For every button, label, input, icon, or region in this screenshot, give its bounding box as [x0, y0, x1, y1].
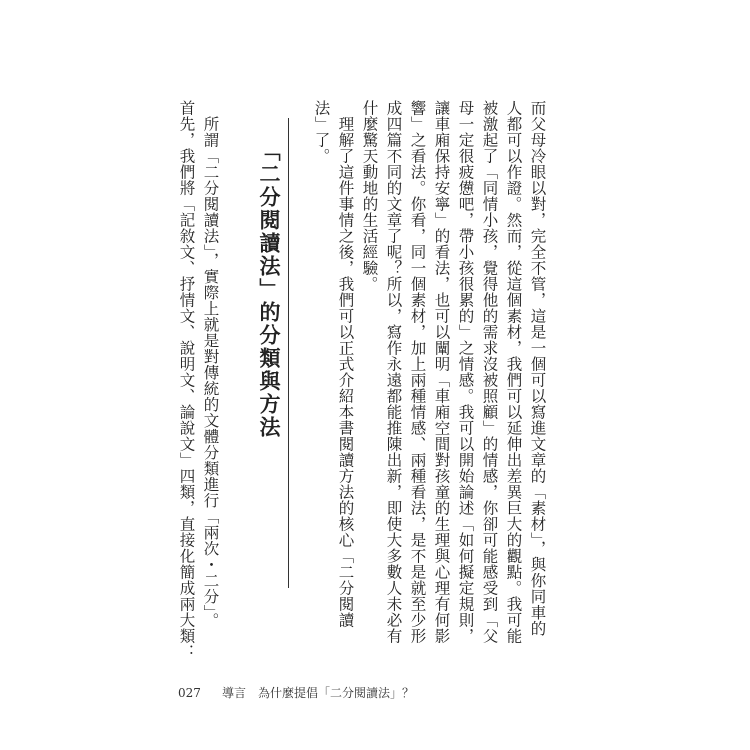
- text-column-6: 響」之看法。你看，同一個素材，加上兩種情感、兩種看法，是不是就至少形: [408, 100, 427, 644]
- running-head-section: 導言: [222, 686, 247, 700]
- text-column-9: 理解了這件事情之後，我們可以正式介紹本書閱讀方法的核心「二分閱讀: [336, 100, 355, 628]
- text-column-12: 首先，我們將「記敘文、抒情文、說明文、論說文」四類，直接化簡成兩大類：: [177, 100, 196, 660]
- page-number: 027: [178, 686, 201, 700]
- text-column-7: 成四篇不同的文章了呢？所以，寫作永遠都能推陳出新，即使大多數人未必有: [384, 100, 403, 644]
- text-column-1: 而父母冷眼以對，完全不管，這是一個可以寫進文章的「素材」，與你同車的: [528, 100, 547, 637]
- section-heading: 「二分閱讀法」的分類與方法: [257, 140, 281, 439]
- running-head-title: 為什麼提倡「二分閱讀法」？: [258, 686, 415, 700]
- text-column-3: 被激起了「同情小孩，覺得他的需求沒被照顧」的情感，你卻可能感受到「父: [480, 100, 499, 644]
- text-column-11: 所謂「二分閱讀法」，實際上就是對傳統的文體分類進行「兩次・二分」。: [201, 100, 220, 629]
- text-column-4: 母一定很疲憊吧，帶小孩很累的」之情感。我可以開始論述「如何擬定規則，: [456, 100, 475, 644]
- text-column-8: 什麼驚天動地的生活經驗。: [360, 100, 379, 292]
- text-column-5: 讓車廂保持安寧」的看法，也可以闡明「車廂空間對孩童的生理與心理有何影: [432, 100, 451, 644]
- text-column-2: 人都可以作證。然而，從這個素材，我們可以延伸出差異巨大的觀點。我可能: [504, 100, 523, 644]
- text-column-10: 法」了。: [312, 100, 331, 164]
- heading-rule: [288, 118, 289, 588]
